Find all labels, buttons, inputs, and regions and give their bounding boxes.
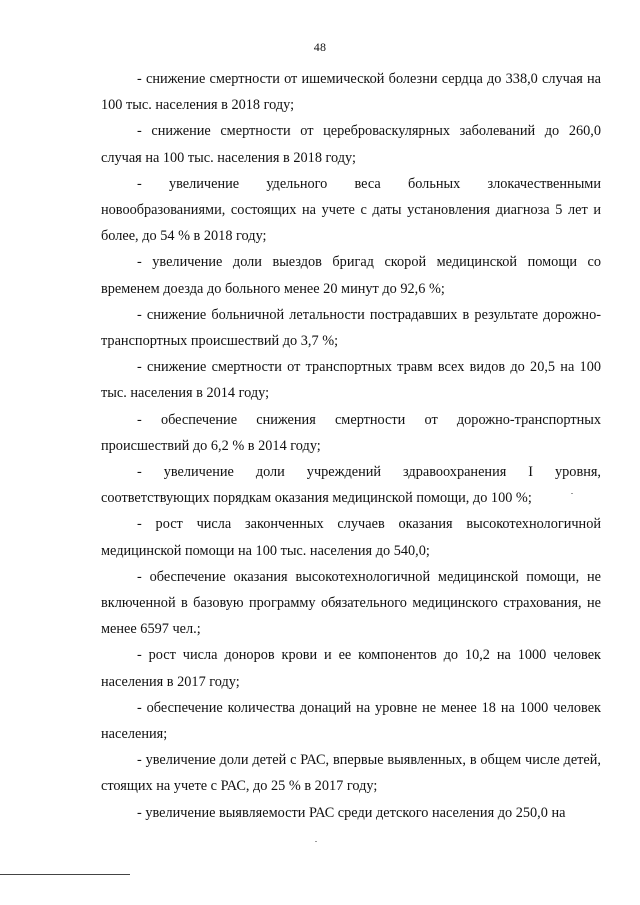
paragraph: - увеличение выявляемости РАС среди детского населения до 250,0 на: [137, 804, 566, 821]
body-text: [101, 66, 601, 826]
paragraph: - снижение смертности от цереброваскулярных заболеваний до 260,0 случая на 100 тыс. населения в 2018 году;: [101, 123, 601, 166]
paragraph: - снижение смертности от ишемической болезни сердца до 338,0 случая на 100 тыс. населения в 2018 году;: [101, 71, 601, 114]
scan-artifact-line: [0, 874, 130, 875]
paragraph: - обеспечение оказания высокотехнологичной медицинской помощи, не включенной в базовую программу обязательного медицинского страхования, не менее 6597 чел.;: [101, 568, 601, 638]
paragraph: - увеличение доли детей с РАС, впервые выявленных, в общем числе детей, стоящих на учете с РАС, до 25 % в 2017 году;: [101, 752, 601, 795]
paragraph: - увеличение доли выездов бригад скорой медицинской помощи со временем доезда до больного менее 20 минут до 92,6 %;: [101, 254, 601, 297]
paragraph: - снижение смертности от транспортных травм всех видов до 20,5 на 100 тыс. населения в 2014 году;: [101, 359, 601, 402]
paragraph: - увеличение доли учреждений здравоохранения I уровня, соответствующих порядкам оказания медицинской помощи, до 100 %;: [101, 464, 601, 507]
paragraph: - снижение больничной летальности пострадавших в результате дорожно-транспортных происшествий до 3,7 %;: [101, 306, 601, 350]
page-number: 48: [313, 40, 327, 54]
paragraph: - обеспечение количества донаций на уровне не менее 18 на 1000 человек населения;: [101, 699, 601, 743]
scan-speck: [315, 841, 317, 842]
paragraph: - рост числа доноров крови и ее компонентов до 10,2 на 1000 человек населения в 2017 году;: [101, 647, 601, 690]
scan-speck: [571, 493, 573, 494]
paragraph: - увеличение удельного веса больных злокачественными новообразованиями, состоящих на учете с даты установления диагноза 5 лет и более, до 54 % в 2018 году;: [101, 175, 601, 245]
paragraph: - рост числа законченных случаев оказания высокотехнологичной медицинской помощи на 100 тыс. населения до 540,0;: [101, 516, 601, 559]
paragraph: - обеспечение снижения смертности от дорожно-транспортных происшествий до 6,2 % в 2014 году;: [101, 411, 601, 454]
